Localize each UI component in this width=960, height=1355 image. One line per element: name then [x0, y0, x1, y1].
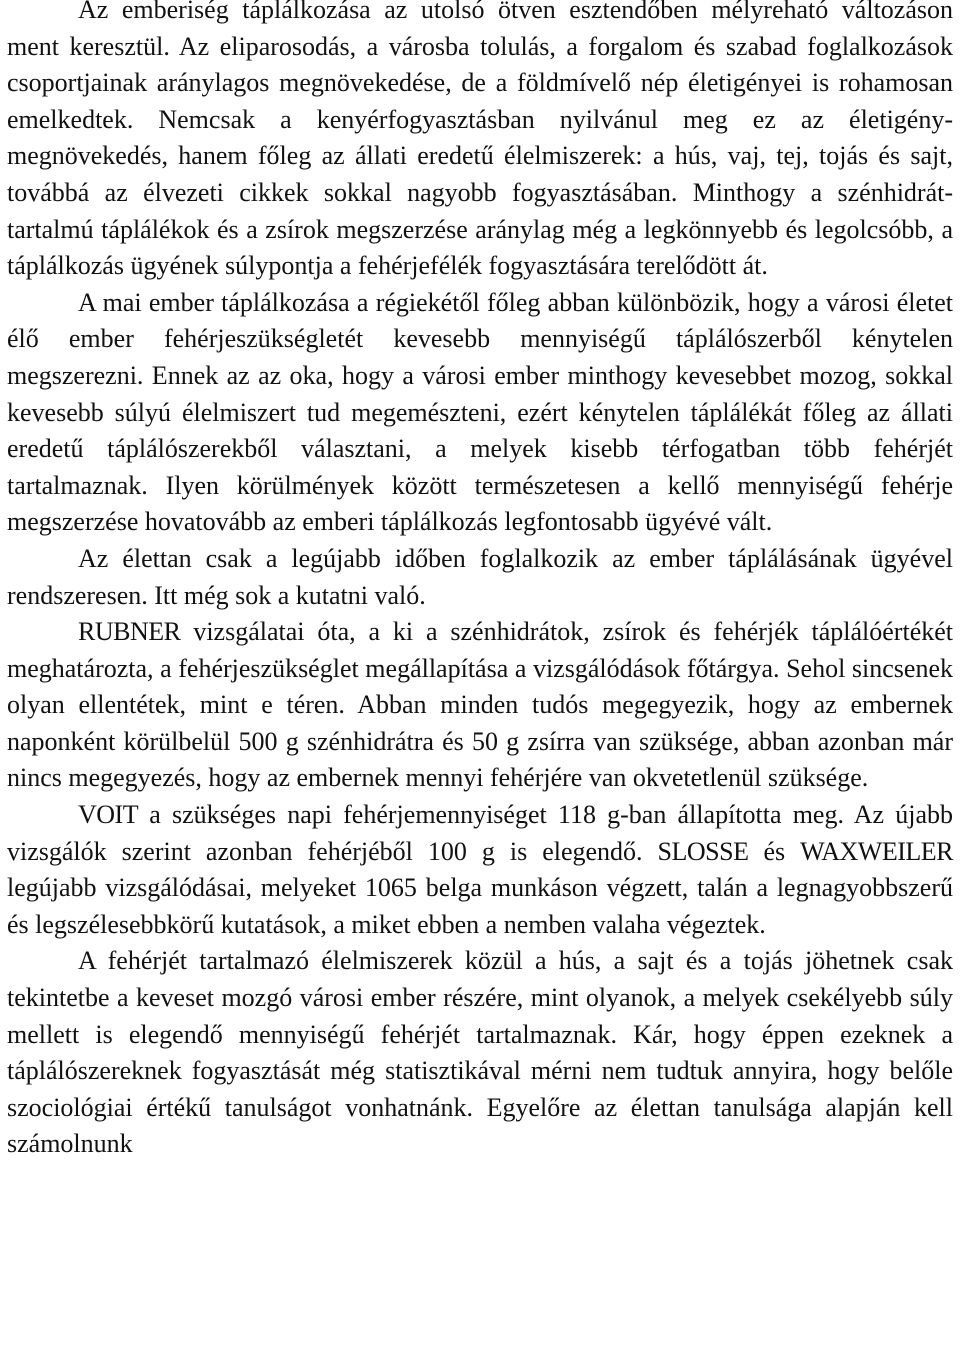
paragraph-5-text-c: legújabb vizsgálódásai, melyeket 1065 belga munkáson végzett, talán a legnagyobbszerű és legszélesebbkörű kutatások, a miket ebben a nemben valaha végeztek. — [7, 873, 953, 939]
paragraph-5-text-b: és — [748, 836, 801, 866]
author-name-waxweiler: WAXWEILER — [800, 836, 953, 866]
author-name-slosse: SLOSSE — [657, 836, 749, 866]
paragraph-1: Az emberiség táplálkozása az utolsó ötven esztendőben mélyreható változáson ment keresztül. Az eliparosodás, a városba tolulás, a forgalom és szabad foglalkozások csoportjainak aránylagos megnövekedése, de a földmívelő nép életigényei is rohamosan emelkedtek. Nemcsak a kenyérfogyasztásban nyilvánul meg ez az életigény-megnövekedés, hanem főleg az állati eredetű élelmiszerek: a hús, vaj, tej, tojás és sajt, továbbá az élvezeti cikkek sokkal nagyobb fogyasztásában. Minthogy a szénhidrát-tartalmú táplálékok és a zsírok megszerzése aránylag még a legkönnyebb és legolcsóbb, a táplálkozás ügyének súlypontja a fehérjefélék fogyasztására terelődött át. — [7, 0, 953, 281]
author-name-rubner: RUBNER — [78, 617, 181, 647]
paragraph-3: Az élettan csak a legújabb időben foglalkozik az ember táplálásának ügyével rendszeresen. Itt még sok a kutatni való. — [7, 543, 953, 610]
paragraph-5-text-a: a szükséges napi fehérjemennyiséget 118 g-ban állapította meg. Az újabb vizsgálók szerint azonban fehérjéből 100 g is elegendő. — [7, 800, 953, 866]
paragraph-4-text: vizsgálatai óta, a ki a szénhidrátok, zsírok és fehérjék táplálóértékét meghatározta, a fehérjeszükséglet megállapítása a vizsgálódások főtárgya. Sehol sincsenek olyan ellentétek, mint e téren. Abban minden tudós megegyezik, hogy az embernek naponként körülbelül 500 g szénhidrátra és 50 g zsírra van szüksége, abban azonban már nincs megegyezés, hogy az embernek mennyi fehérjére van okvetetlenül szüksége. — [7, 617, 953, 793]
paragraph-2: A mai ember táplálkozása a régiekétől főleg abban különbözik, hogy a városi életet élő ember fehérjeszükségletét kevesebb mennyiségű táplálószerből kénytelen megszerezni. Ennek az az oka, hogy a városi ember minthogy kevesebbet mozog, sokkal kevesebb súlyú élelmiszert tud megemészteni, ezért kénytelen táplálékát főleg az állati eredetű táplálószerekből választani, a melyek kisebb térfogatban több fehérjét tartalmaznak. Ilyen körülmények között természetesen a kellő mennyiségű fehérje megszerzése hovatovább az emberi táplálkozás legfontosabb ügyévé vált. — [7, 287, 953, 537]
paragraph-5 — [7, 797, 953, 943]
paragraph-4 — [7, 614, 953, 797]
paragraph-6: A fehérjét tartalmazó élelmiszerek közül a hús, a sajt és a tojás jöhetnek csak tekintetbe a keveset mozgó városi ember részére, mint olyanok, a melyek csekélyebb súly mellett is elegendő mennyiségű fehérjét tartalmaznak. Kár, hogy éppen ezeknek a táplálószereknek fogyasztását még statisztikával mérni nem tudtuk annyira, hogy belőle szociológiai értékű tanulságot vonhatnánk. Egyelőre az élettan tanulsága alapján kell számolnunk — [7, 946, 953, 1159]
author-name-voit: VOIT — [78, 800, 139, 830]
